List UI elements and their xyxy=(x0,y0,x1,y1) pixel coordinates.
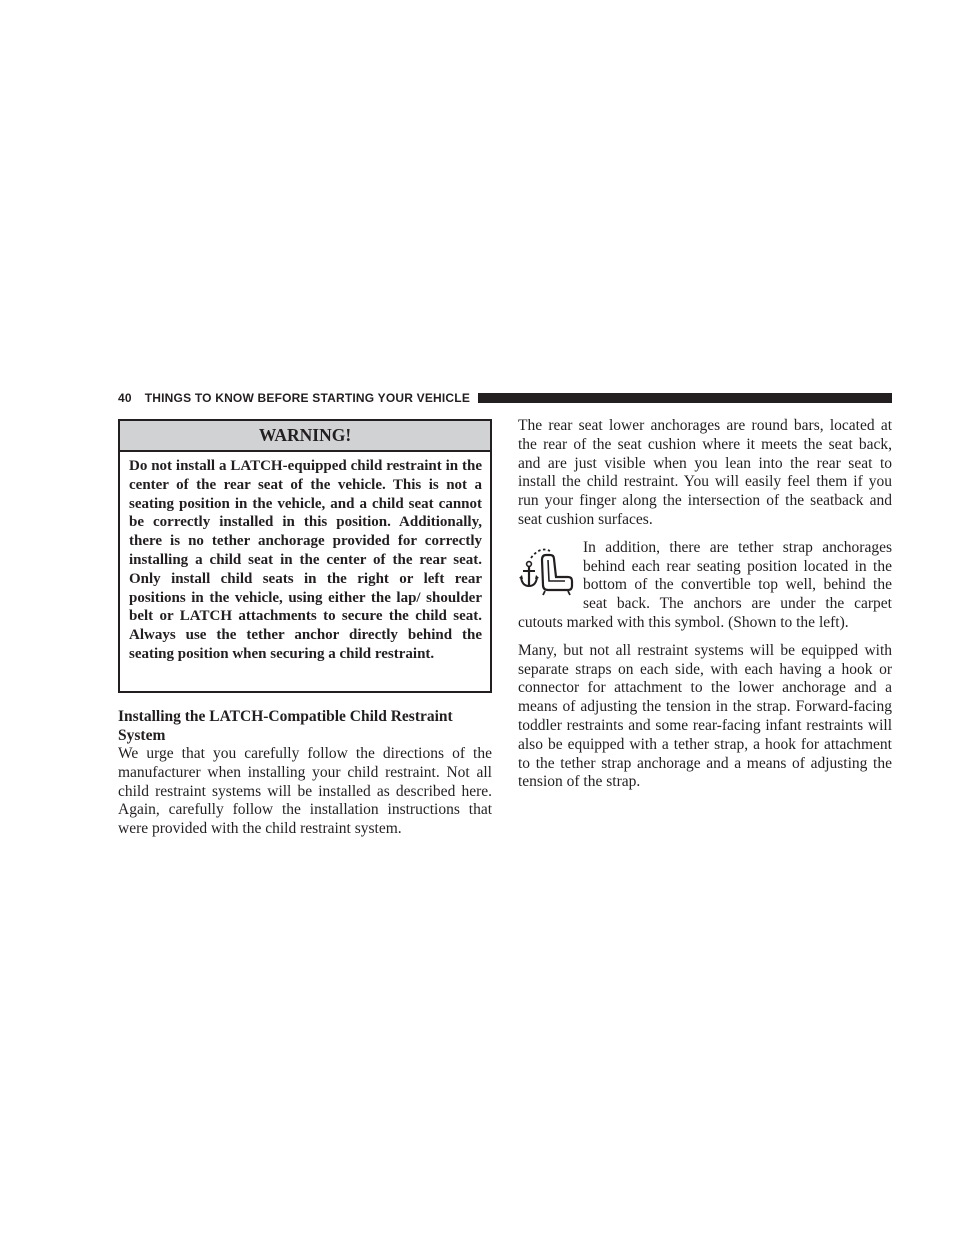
warning-title: WARNING! xyxy=(120,421,490,452)
subheading-latch: Installing the LATCH-Compatible Child Restraint System xyxy=(118,708,453,744)
warning-body: Do not install a LATCH-equipped child restraint in the center of the rear seat of the vehicle. This is not a seating position in the vehicle, and a child seat cannot be correctly installed in this position. Additionally, there is no tether anchorage provided for correctly installing a child seat in the center of the rear seat. Only install child seats in the right or left rear positions in the vehicle, using either the lap/ shoulder belt or LATCH attachments to secure the child seat. Always use the tether anchor directly behind the seating position when securing a child restraint. xyxy=(129,458,482,662)
left-column xyxy=(118,708,492,839)
section-title: THINGS TO KNOW BEFORE STARTING YOUR VEHICLE xyxy=(144,391,471,405)
page-number: 40 xyxy=(118,391,132,405)
child-seat-tether-anchor-icon xyxy=(518,545,574,597)
paragraph-lower-anchorages: The rear seat lower anchorages are round bars, located at the rear of the seat cushion where it meets the seat back, and are just visible when you lean into the rear seat to install the child restraint. You will easily feel them if you run your finger along the intersection of the seatback and seat cushion surfaces. xyxy=(518,417,892,528)
right-column xyxy=(518,417,892,801)
paragraph-tether-anchorages: In addition, there are tether strap anchorages behind each rear seating position located in the bottom of the convertible top well, behind the seat back. The anchors are under the carpet cutouts marked with this symbol. (Shown to the left). xyxy=(518,538,892,631)
tether-symbol-block xyxy=(518,539,892,633)
warning-box xyxy=(118,419,492,693)
header-rule xyxy=(478,393,892,403)
paragraph-latch-install: We urge that you carefully follow the directions of the manufacturer when installing your child restraint. Not all child restraint systems will be installed as described here. Again, carefully follow the installation instructions that were provided with the child restraint system. xyxy=(118,745,492,838)
page-header xyxy=(118,388,892,408)
paragraph-restraint-straps: Many, but not all restraint systems will be equipped with separate straps on each side, with each having a hook or connector for attachment to the lower anchorage and a means of adjusting the tension in the strap. Forward-facing toddler restraints and some rear-facing infant restraints will also be equipped with a tether strap, a hook for attachment to the tether strap anchorage and a means of adjusting the tension of the strap. xyxy=(518,641,892,791)
